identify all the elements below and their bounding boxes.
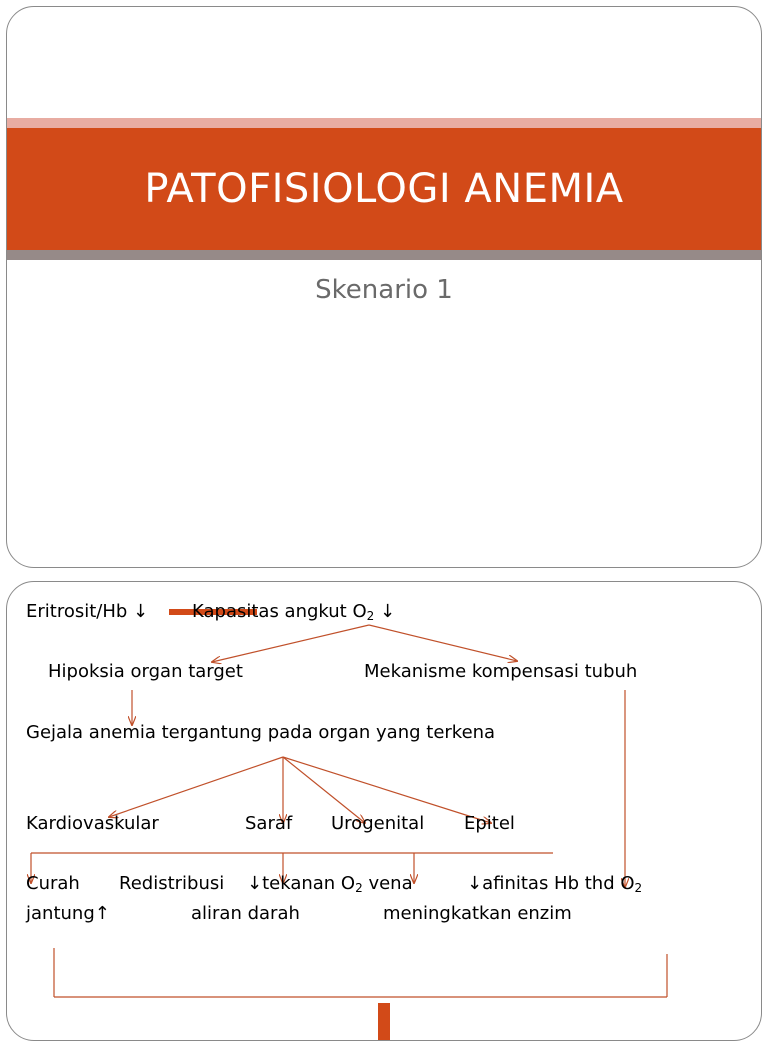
slide-title: PATOFISIOLOGI ANEMIA bbox=[144, 166, 624, 212]
label-saraf: Saraf bbox=[245, 813, 293, 834]
label-kardiovaskular: Kardiovaskular bbox=[26, 813, 159, 834]
label-redistribusi: Redistribusi bbox=[119, 873, 225, 894]
label-hipoksia: Hipoksia organ target bbox=[48, 661, 243, 682]
arrow-to-hipoksia bbox=[212, 625, 369, 662]
label-meningkatkan: meningkatkan enzim bbox=[383, 903, 572, 924]
flow-arrows bbox=[7, 582, 762, 1041]
label-mekanisme: Mekanisme kompensasi tubuh bbox=[364, 661, 638, 682]
label-kapasitas: Kapasitas angkut $O_2$ ↓ bbox=[192, 601, 396, 623]
label-afinitas: ↓afinitas Hb thd $O_2$ bbox=[467, 873, 643, 895]
label-aliran: aliran darah bbox=[191, 903, 300, 924]
title-slide bbox=[6, 6, 762, 568]
label-epitel: Epitel bbox=[464, 813, 515, 834]
arrow-to-kardio bbox=[109, 757, 283, 817]
label-curah: Curah bbox=[26, 873, 80, 894]
label-gejala: Gejala anemia tergantung pada organ yang terkena bbox=[26, 722, 496, 743]
title-band-top bbox=[7, 118, 761, 128]
arrow-to-mekanisme bbox=[369, 625, 517, 661]
flow-slide bbox=[6, 581, 762, 1041]
label-jantung: jantung↑ bbox=[26, 903, 110, 924]
title-band-bottom bbox=[7, 250, 761, 260]
arrow-down-thick bbox=[378, 1003, 390, 1041]
label-eritrosit: Eritrosit/Hb ↓ bbox=[26, 601, 149, 622]
label-tekanan: ↓tekanan $O_2$ vena bbox=[247, 873, 413, 895]
label-urogenital: Urogenital bbox=[331, 813, 425, 834]
slide-subtitle: Skenario 1 bbox=[315, 275, 453, 305]
